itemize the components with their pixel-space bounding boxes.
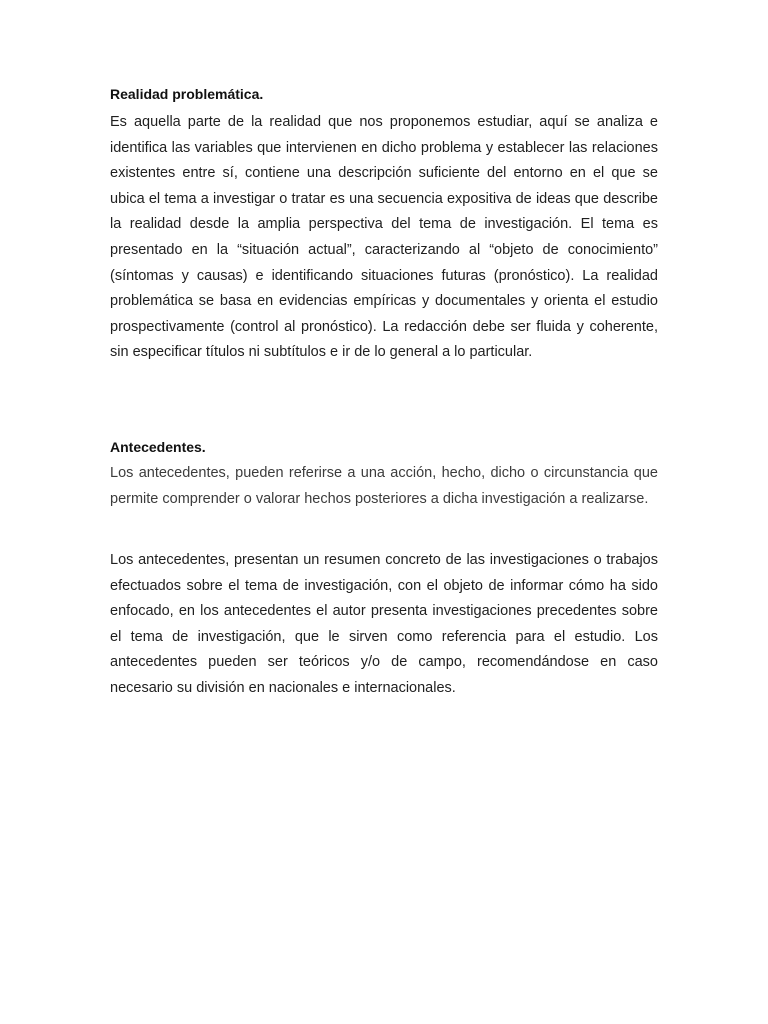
paragraph-antecedentes-summary: Los antecedentes, presentan un resumen concreto de las investigaciones o trabajos efectuados sobre el tema de investigación, con el objeto de informar cómo ha sido enfocado, en los antecedentes el autor presenta investigaciones precedentes sobre el tema de investigación, que le sirven como referencia para el estudio. Los antecedentes pueden ser teóricos y/o de campo, recomendándose en caso necesario su división en nacionales e internacionales. <box>110 552 658 696</box>
section-heading-realidad-problematica: Realidad problemática. <box>110 86 264 102</box>
paragraph-realidad-problematica: Es aquella parte de la realidad que nos proponemos estudiar, aquí se analiza e identifica las variables que intervienen en dicho problema y establecer las relaciones existentes entre sí, contiene una descripción suficiente del entorno en el que se ubica el tema a investigar o tratar es una secuencia expositiva de ideas que describe la realidad desde la amplia perspectiva del tema de investigación. El tema es presentado en la “situación actual”, caracterizando al “objeto de conocimiento” (síntomas y causas) e identificando situaciones futuras (pronóstico). La realidad problemática se basa en evidencias empíricas y documentales y orienta el estudio prospectivamente (control al pronóstico). La redacción debe ser fluida y coherente, sin especificar títulos ni subtítulos e ir de lo general a lo particular. <box>110 114 658 361</box>
section-heading-antecedentes: Antecedentes. <box>110 439 206 455</box>
paragraph-antecedentes-definition: Los antecedentes, pueden referirse a una acción, hecho, dicho o circunstancia que permite comprender o valorar hechos posteriores a dicha investigación a realizarse. <box>110 465 658 507</box>
